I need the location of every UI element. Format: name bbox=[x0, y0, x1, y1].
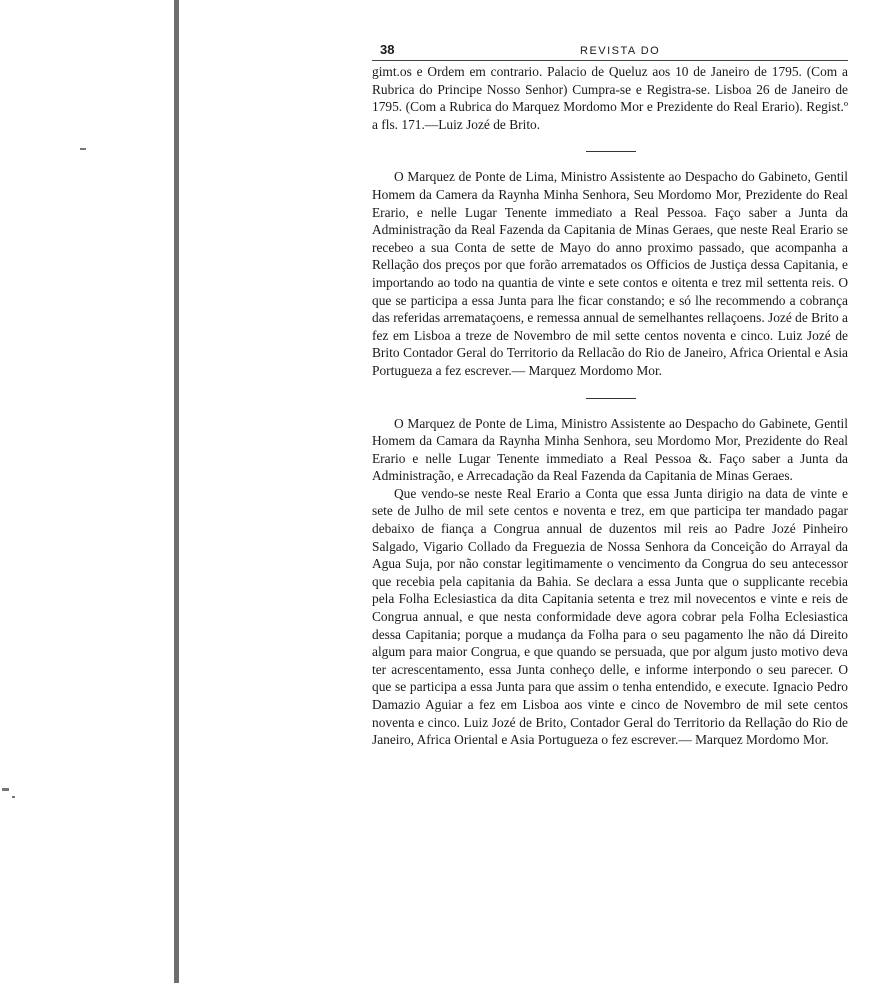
page-number: 38 bbox=[380, 42, 395, 57]
section-separator bbox=[586, 398, 636, 399]
scan-speck bbox=[12, 796, 15, 798]
paragraph-order-justice-offices: O Marquez de Ponte de Lima, Ministro Assistente ao Despacho do Gabineto, Gentil Homem da Camera da Raynha Minha Senhora, Seu Mordomo Mor, Prezidente do Real Erario, e nelle Lugar Tenente immediato a Real Pessoa. Faço saber a Junta da Administração da Real Fazenda da Capitania de Minas Geraes, que neste Real Erario se recebeo a sua Conta de sette de Mayo do anno proximo passado, que acompanha a Rellação dos preços por que forão arrematados os Officios de Justiça dessa Capitania, e importando ao todo na quantia de vinte e sete contos e oitenta e trez mil settenta reis. O que se participa a essa Junta para lhe ficar constando; e só lhe recommendo a cobrança das referidas arremataçoens, e remessa annual de semelhantes rellaçoens. Jozé de Brito a fez em Lisboa a treze de Novembro de mil sette centos noventa e cinco. Luiz Jozé de Brito Contador Geral do Territorio da Rellacão do Rio de Janeiro, Africa Oriental e Asia Portugueza a fez escrever.— Marquez Mordomo Mor. bbox=[372, 169, 848, 378]
document-page bbox=[372, 38, 848, 749]
scan-speck bbox=[2, 788, 9, 791]
journal-title: REVISTA DO bbox=[580, 45, 661, 57]
book-spine-shadow bbox=[174, 0, 179, 983]
running-header bbox=[372, 38, 848, 61]
section-separator bbox=[586, 151, 636, 152]
paragraph-order-preamble: O Marquez de Ponte de Lima, Ministro Assistente ao Despacho do Gabinete, Gentil Homem da Camara da Raynha Minha Senhora, seu Mordomo Mor, Prezidente do Real Erario e nelle Lugar Tenente immediato a Real Pessoa &. Faço saber a Junta da Administração, e Arrecadação da Real Fazenda da Capitania de Minas Geraes. bbox=[372, 415, 848, 484]
paragraph-decree-ending: gimt.os e Ordem em contrario. Palacio de Queluz aos 10 de Janeiro de 1795. (Com a Rubrica do Principe Nosso Senhor) Cumpra-se e Registra-se. Lisboa 26 de Janeiro de 1795. (Com a Rubrica do Marquez Mordomo Mor e Prezidente do Real Erario). Regist.º a fls. 171.—Luiz Jozé de Brito. bbox=[372, 64, 848, 132]
paragraph-order-congrua: Que vendo-se neste Real Erario a Conta que essa Junta dirigio na data de vinte e sete de Julho de mil sete centos e noventa e trez, em que participa ter mandado pagar debaixo de fiança a Congrua annual de duzentos mil reis ao Padre Jozé Pinheiro Salgado, Vigario Collado da Freguezia de Nossa Senhora da Conceição do Arrayal da Agua Suja, por não constar legitimamente o vencimento da Congrua do seu antecessor que recebia pela capitania da Bahia. Se declara a essa Junta que o supplicante recebia pela Folha Eclesiastica da dita Capitania setenta e trez mil novecentos e vinte e reis de Congrua annual, e que nesta conformidade deve agora cobrar pela Folha Eclesiastica dessa Capitania; porque a mudança da Folha para o seu pagamento lhe não dá Direito algum para maior Congrua, e que quando se persuada, que por algum justo motivo deva ter acrescentamento, essa Junta conheço delle, e informe interpondo o seu parecer. O que se participa a essa Junta para que assim o tenha entendido, e execute. Ignacio Pedro Damazio Aguiar a fez em Lisboa aos vinte e cinco de Novembro de mil sete centos noventa e cinco. Luiz Jozé de Brito, Contador Geral do Territorio da Rellação do Rio de Janeiro, Africa Oriental e Asia Portugueza o fez escrever.— Marquez Mordomo Mor. bbox=[372, 485, 848, 748]
scan-speck bbox=[80, 148, 86, 150]
